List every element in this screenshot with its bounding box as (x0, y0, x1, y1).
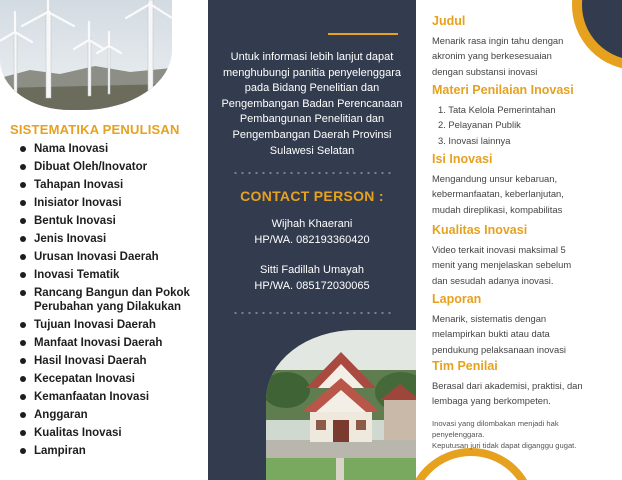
list-item: Manfaat Inovasi Daerah (20, 336, 206, 350)
list-item: Hasil Inovasi Daerah (20, 354, 206, 368)
list-item: Bentuk Inovasi (20, 214, 206, 228)
list-item: Kemanfaatan Inovasi (20, 390, 206, 404)
contact-phone: HP/WA. 085172030065 (254, 280, 370, 292)
panel-left (0, 0, 208, 480)
list-item: Urusan Inovasi Daerah (20, 250, 206, 264)
list-item: Lampiran (20, 444, 206, 458)
tim-text (432, 378, 616, 409)
list-item: 2. Pelayanan Publik (438, 119, 521, 131)
text-line: Video terkait inovasi maksimal 5 (432, 244, 566, 255)
judul-text (432, 33, 592, 79)
dotted-divider (232, 172, 392, 174)
section-title-tim-penilai: Tim Penilai (432, 359, 498, 373)
text-line: Mengandung unsur kebaruan, (432, 173, 558, 184)
list-item: Inovasi Tematik (20, 268, 206, 282)
government-building-photo (266, 330, 416, 480)
list-item: Jenis Inovasi (20, 232, 206, 246)
text-line: kebermanfaatan, keberlanjutan, (432, 188, 564, 200)
list-item: Nama Inovasi (20, 142, 206, 156)
text-line: penyelenggara. (432, 430, 485, 439)
text-line: Inovasi yang dilombakan menjadi hak (432, 419, 559, 428)
wind-turbines-photo (0, 0, 172, 110)
contact-person-title: CONTACT PERSON : (240, 188, 384, 204)
panel-right (416, 0, 622, 480)
section-title-judul: Judul (432, 14, 466, 28)
text-line: melampirkan bukti atau data (432, 328, 550, 340)
contact-name: Wijhah Khaerani (271, 218, 353, 230)
contact-phone: HP/WA. 082193360420 (254, 234, 370, 246)
text-line: pendukung pelaksanaan inovasi (432, 343, 566, 355)
list-item: 3. Inovasi lainnya (438, 134, 511, 146)
list-item: Tahapan Inovasi (20, 178, 206, 192)
decorative-circle (416, 448, 536, 480)
accent-divider (328, 33, 398, 35)
list-item: Dibuat Oleh/Inovator (20, 160, 206, 174)
text-line: Keputusan juri tidak dapat diganggu gugat. (432, 441, 577, 450)
info-line: Pengembangan Daerah Provinsi (232, 128, 392, 141)
text-line: dengan substansi inovasi (432, 65, 538, 77)
contact-info-text (216, 50, 408, 159)
list-item: Tujuan Inovasi Daerah (20, 318, 206, 332)
list-item: Kecepatan Inovasi (20, 372, 206, 386)
footnote (432, 418, 614, 451)
text-line: Menarik, sistematis dengan (432, 313, 547, 324)
text-line: akronim yang berkesesuaian (432, 50, 552, 62)
list-item: Inisiator Inovasi (20, 196, 206, 210)
section-title-isi: Isi Inovasi (432, 152, 493, 166)
list-item: Anggaran (20, 408, 206, 422)
materi-list (438, 102, 556, 148)
kualitas-text (432, 242, 592, 288)
list-item: Rancang Bangun dan Pokok Perubahan yang Dilakukan (20, 286, 206, 314)
panel-middle (208, 0, 416, 480)
laporan-text (432, 311, 592, 357)
text-line: Menarik rasa ingin tahu dengan (432, 35, 564, 46)
text-line: lembaga yang berkompeten. (432, 395, 551, 407)
section-title-kualitas: Kualitas Inovasi (432, 223, 528, 237)
section-title-sistematika: SISTEMATIKA PENULISAN (10, 122, 180, 137)
text-line: mudah direplikasi, kompabilitas (432, 203, 563, 215)
list-item: 1. Tata Kelola Pemerintahan (438, 104, 556, 115)
info-line: Untuk informasi lebih lanjut dapat (230, 51, 394, 63)
list-item: Kualitas Inovasi (20, 426, 206, 440)
text-line: menit yang menjelaskan sebelum (432, 259, 572, 271)
info-line: pada Bidang Penelitian dan (244, 82, 380, 95)
info-line: menghubungi panitia penyelenggara (223, 66, 401, 79)
dotted-divider (232, 312, 392, 314)
text-line: Berasal dari akademisi, praktisi, dan (432, 380, 583, 391)
info-line: Pembangunan Penelitian dan (239, 113, 385, 126)
section-title-laporan: Laporan (432, 292, 482, 306)
isi-text (432, 171, 592, 217)
contact-name: Sitti Fadillah Umayah (260, 264, 364, 276)
info-line: Pengembangan Badan Perencanaan (221, 97, 403, 110)
sistematika-list (20, 142, 206, 462)
info-line: Sulawesi Selatan (269, 144, 355, 157)
text-line: dan sesudah adanya inovasi. (432, 274, 554, 286)
section-title-materi: Materi Penilaian Inovasi (432, 83, 574, 97)
